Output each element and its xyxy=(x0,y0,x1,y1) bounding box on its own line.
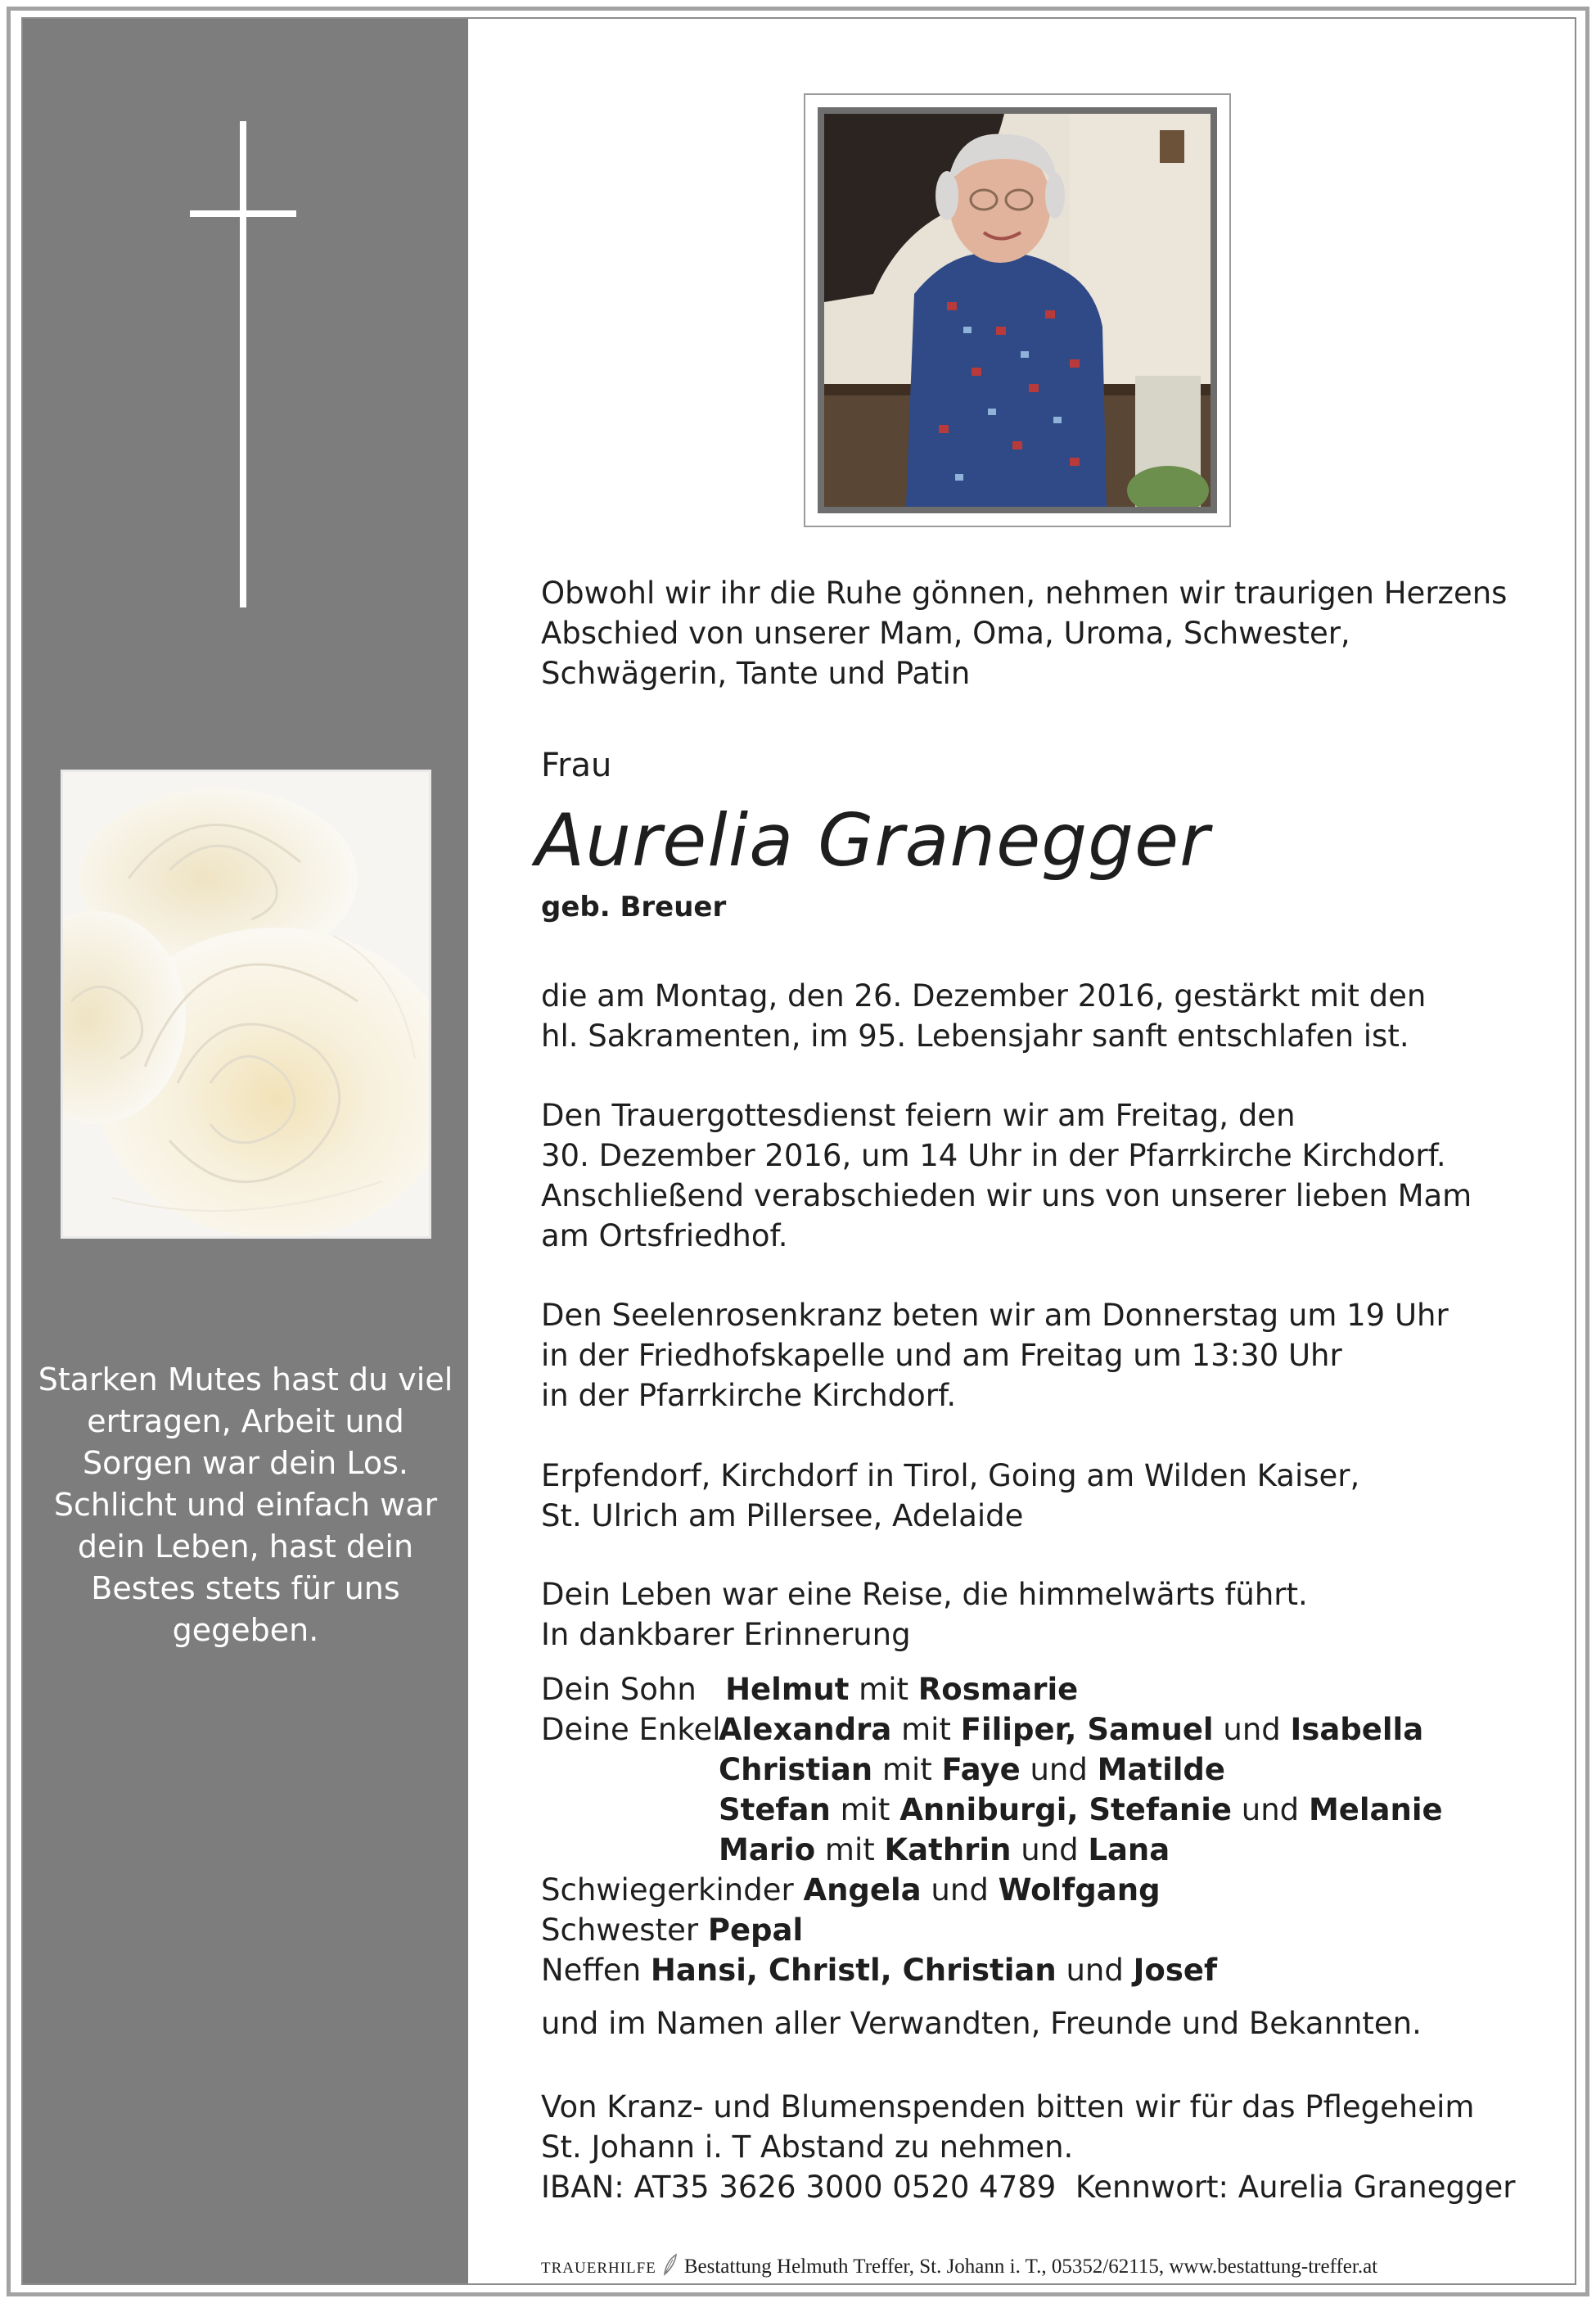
cross-icon-bar xyxy=(190,210,296,217)
deceased-name: Aurelia Granegger xyxy=(535,798,1211,883)
grandchild-row: Alexandra mit Filiper, Samuel und Isabella xyxy=(719,1712,1424,1747)
quote-line: Starken Mutes hast du viel xyxy=(38,1361,453,1398)
grandchild-row: Christian mit Faye und Matilde xyxy=(719,1752,1226,1787)
quote-line: Schlicht und einfach war xyxy=(53,1487,438,1523)
cross-icon xyxy=(240,121,246,607)
service-info: Den Trauergottesdienst feiern wir am Freitag, den 30. Dezember 2016, um 14 Uhr in der Pfarrkirche Kirchdorf. Anschließend verabschieden wir uns von unserer lieben Mam am Ortsfriedhof. xyxy=(541,1098,1472,1253)
grandchild-row: Stefan mit Anniburgi, Stefanie und Melanie xyxy=(719,1792,1443,1827)
leaf-icon xyxy=(661,2253,679,2276)
death-notice: die am Montag, den 26. Dezember 2016, gestärkt mit den hl. Sakramenten, im 95. Lebensjahr sanft entschlafen ist. xyxy=(541,978,1427,1054)
quote-line: ertragen, Arbeit und xyxy=(87,1403,404,1439)
donation-info: Von Kranz- und Blumenspenden bitten wir für das Pflegeheim St. Johann i. T Abstand zu nehmen. IBAN: AT35 3626 3000 0520 4789 Kennwort: Aurelia Granegger xyxy=(541,2089,1516,2205)
rosary-info: Den Seelenrosenkranz beten wir am Donnerstag um 19 Uhr in der Friedhofskapelle und am Freitag um 13:30 Uhr in der Pfarrkirche Kirchdorf. xyxy=(541,1298,1449,1413)
quote-line: Bestes stets für uns xyxy=(91,1570,400,1606)
closing-text: und im Namen aller Verwandten, Freunde und Bekannten. xyxy=(541,2006,1422,2041)
footer-brand: TRAUERHILFE xyxy=(541,2260,656,2277)
funeral-home-footer xyxy=(541,2253,1377,2278)
family-in-laws: Schwiegerkinder Angela und Wolfgang xyxy=(541,1872,1161,1908)
quote-line: Sorgen war dein Los. xyxy=(83,1445,408,1481)
journey-text: Dein Leben war eine Reise, die himmelwärts führt. In dankbarer Erinnerung xyxy=(541,1577,1308,1652)
grandchild-row: Mario mit Kathrin und Lana xyxy=(719,1832,1170,1867)
quote-line: dein Leben, hast dein xyxy=(77,1529,414,1565)
quote-line: gegeben. xyxy=(172,1612,319,1648)
portrait-photo xyxy=(818,107,1217,513)
family-nephews: Neffen Hansi, Christl, Christian und Josef xyxy=(541,1953,1218,1988)
places: Erpfendorf, Kirchdorf in Tirol, Going am Wilden Kaiser, St. Ulrich am Pillersee, Adelaide xyxy=(541,1458,1360,1533)
sidebar-quote xyxy=(33,1359,458,1651)
salutation: Frau xyxy=(541,747,612,784)
family-sister: Schwester Pepal xyxy=(541,1912,804,1948)
maiden-name: geb. Breuer xyxy=(541,891,727,923)
family-son: Dein Sohn Helmut mit Rosmarie xyxy=(541,1672,1079,1707)
portrait-photo-frame xyxy=(804,93,1231,527)
white-roses-image xyxy=(61,770,431,1239)
intro-text: Obwohl wir ihr die Ruhe gönnen, nehmen wir traurigen Herzens Abschied von unserer Mam, Oma, Uroma, Schwester, Schwägerin, Tante und Patin xyxy=(541,576,1508,691)
family-grandchildren-label: Deine Enkel xyxy=(541,1712,721,1747)
footer-text: Bestattung Helmuth Treffer, St. Johann i. T., 05352/62115, www.bestattung-treffer.at xyxy=(683,2256,1378,2278)
